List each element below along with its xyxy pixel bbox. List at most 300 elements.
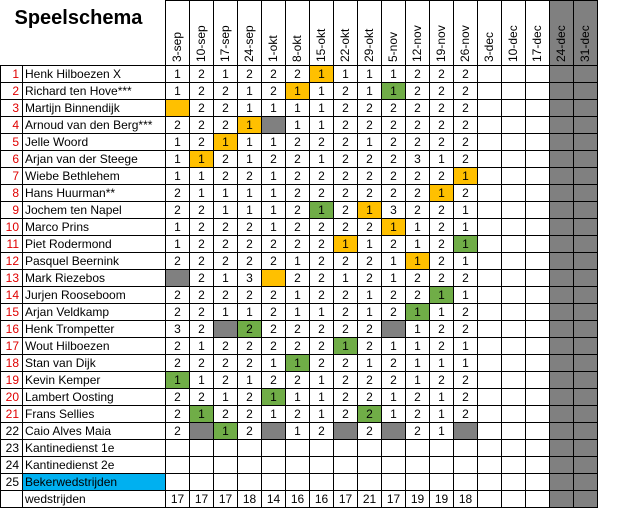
schedule-cell[interactable]: 2 bbox=[454, 405, 478, 422]
schedule-cell[interactable]: 1 bbox=[286, 99, 310, 116]
schedule-cell[interactable]: 2 bbox=[286, 337, 310, 354]
schedule-cell[interactable] bbox=[574, 269, 598, 286]
sheet-title[interactable]: Speelschema bbox=[14, 6, 143, 29]
schedule-cell[interactable]: 2 bbox=[166, 422, 190, 439]
schedule-cell[interactable]: 1 bbox=[262, 133, 286, 150]
schedule-cell[interactable] bbox=[214, 456, 238, 473]
schedule-cell[interactable] bbox=[574, 82, 598, 99]
player-name[interactable]: Lambert Oosting bbox=[23, 388, 166, 405]
schedule-cell[interactable] bbox=[550, 235, 574, 252]
schedule-cell[interactable]: 2 bbox=[190, 99, 214, 116]
schedule-cell[interactable] bbox=[550, 286, 574, 303]
player-name[interactable]: Piet Rodermond bbox=[23, 235, 166, 252]
schedule-cell[interactable] bbox=[502, 354, 526, 371]
schedule-cell[interactable] bbox=[550, 218, 574, 235]
schedule-cell[interactable]: 1 bbox=[190, 150, 214, 167]
schedule-cell[interactable]: 2 bbox=[310, 354, 334, 371]
schedule-cell[interactable]: 2 bbox=[238, 354, 262, 371]
schedule-cell[interactable] bbox=[478, 252, 502, 269]
schedule-cell[interactable]: 1 bbox=[286, 354, 310, 371]
schedule-cell[interactable]: 1 bbox=[190, 167, 214, 184]
schedule-cell[interactable] bbox=[454, 473, 478, 490]
schedule-cell[interactable] bbox=[478, 388, 502, 405]
schedule-cell[interactable]: 1 bbox=[382, 218, 406, 235]
schedule-cell[interactable] bbox=[502, 473, 526, 490]
schedule-cell[interactable] bbox=[550, 422, 574, 439]
schedule-cell[interactable]: 2 bbox=[334, 116, 358, 133]
schedule-cell[interactable]: 2 bbox=[310, 422, 334, 439]
schedule-cell[interactable] bbox=[574, 116, 598, 133]
schedule-cell[interactable]: 3 bbox=[166, 320, 190, 337]
schedule-cell[interactable]: 1 bbox=[166, 167, 190, 184]
schedule-cell[interactable] bbox=[550, 456, 574, 473]
schedule-cell[interactable]: 1 bbox=[238, 99, 262, 116]
schedule-cell[interactable]: 3 bbox=[382, 201, 406, 218]
schedule-cell[interactable]: 2 bbox=[334, 286, 358, 303]
schedule-cell[interactable]: 1 bbox=[286, 82, 310, 99]
schedule-cell[interactable]: 1 bbox=[166, 133, 190, 150]
schedule-cell[interactable] bbox=[430, 439, 454, 456]
schedule-cell[interactable]: 2 bbox=[430, 235, 454, 252]
schedule-cell[interactable]: 2 bbox=[166, 337, 190, 354]
schedule-cell[interactable]: 1 bbox=[190, 337, 214, 354]
schedule-cell[interactable] bbox=[550, 150, 574, 167]
schedule-cell[interactable]: 1 bbox=[310, 371, 334, 388]
schedule-cell[interactable]: 1 bbox=[286, 286, 310, 303]
schedule-cell[interactable]: 2 bbox=[262, 320, 286, 337]
schedule-cell[interactable]: 1 bbox=[430, 303, 454, 320]
schedule-cell[interactable] bbox=[286, 439, 310, 456]
schedule-cell[interactable]: 2 bbox=[190, 201, 214, 218]
player-name[interactable]: Bekerwedstrijden bbox=[23, 473, 166, 490]
player-name[interactable]: Marco Prins bbox=[23, 218, 166, 235]
date-header-10-sep[interactable] bbox=[190, 1, 214, 66]
schedule-cell[interactable] bbox=[382, 473, 406, 490]
schedule-cell[interactable]: 1 bbox=[214, 388, 238, 405]
schedule-cell[interactable]: 1 bbox=[238, 201, 262, 218]
schedule-cell[interactable]: 1 bbox=[454, 218, 478, 235]
schedule-cell[interactable]: 1 bbox=[430, 286, 454, 303]
schedule-cell[interactable] bbox=[502, 269, 526, 286]
schedule-cell[interactable] bbox=[502, 388, 526, 405]
date-header-15-okt[interactable] bbox=[310, 1, 334, 66]
schedule-cell[interactable]: 2 bbox=[238, 405, 262, 422]
schedule-cell[interactable]: 2 bbox=[214, 354, 238, 371]
schedule-cell[interactable] bbox=[574, 456, 598, 473]
schedule-cell[interactable]: 1 bbox=[166, 65, 190, 82]
schedule-cell[interactable]: 2 bbox=[166, 303, 190, 320]
schedule-cell[interactable] bbox=[382, 456, 406, 473]
row-number[interactable]: 1 bbox=[1, 65, 23, 82]
player-name[interactable]: Stan van Dijk bbox=[23, 354, 166, 371]
schedule-cell[interactable] bbox=[550, 82, 574, 99]
schedule-cell[interactable] bbox=[574, 303, 598, 320]
total-cell[interactable] bbox=[478, 490, 502, 507]
schedule-cell[interactable]: 1 bbox=[286, 303, 310, 320]
schedule-cell[interactable] bbox=[550, 184, 574, 201]
schedule-cell[interactable]: 2 bbox=[190, 286, 214, 303]
schedule-cell[interactable] bbox=[526, 82, 550, 99]
row-number[interactable]: 22 bbox=[1, 422, 23, 439]
schedule-cell[interactable]: 1 bbox=[382, 65, 406, 82]
schedule-cell[interactable] bbox=[478, 201, 502, 218]
schedule-cell[interactable]: 2 bbox=[310, 252, 334, 269]
schedule-cell[interactable] bbox=[574, 150, 598, 167]
schedule-cell[interactable]: 2 bbox=[286, 150, 310, 167]
schedule-cell[interactable]: 2 bbox=[358, 371, 382, 388]
schedule-cell[interactable]: 2 bbox=[310, 286, 334, 303]
totals-label[interactable]: wedstrijden bbox=[23, 490, 166, 507]
player-name[interactable]: Kevin Kemper bbox=[23, 371, 166, 388]
schedule-cell[interactable] bbox=[550, 167, 574, 184]
schedule-cell[interactable]: 2 bbox=[190, 218, 214, 235]
schedule-cell[interactable]: 2 bbox=[334, 303, 358, 320]
schedule-cell[interactable]: 2 bbox=[406, 184, 430, 201]
schedule-cell[interactable]: 2 bbox=[454, 303, 478, 320]
schedule-cell[interactable]: 1 bbox=[358, 354, 382, 371]
schedule-cell[interactable]: 2 bbox=[190, 65, 214, 82]
schedule-cell[interactable]: 2 bbox=[382, 354, 406, 371]
total-cell[interactable]: 19 bbox=[430, 490, 454, 507]
schedule-cell[interactable]: 2 bbox=[358, 218, 382, 235]
schedule-cell[interactable]: 2 bbox=[454, 82, 478, 99]
schedule-cell[interactable]: 2 bbox=[190, 82, 214, 99]
total-cell[interactable]: 17 bbox=[334, 490, 358, 507]
schedule-cell[interactable]: 1 bbox=[454, 354, 478, 371]
schedule-cell[interactable]: 2 bbox=[262, 65, 286, 82]
schedule-cell[interactable]: 1 bbox=[310, 150, 334, 167]
total-cell[interactable]: 18 bbox=[238, 490, 262, 507]
schedule-cell[interactable]: 2 bbox=[382, 286, 406, 303]
schedule-cell[interactable] bbox=[262, 116, 286, 133]
schedule-cell[interactable]: 2 bbox=[334, 354, 358, 371]
schedule-cell[interactable]: 2 bbox=[238, 65, 262, 82]
schedule-cell[interactable] bbox=[550, 473, 574, 490]
schedule-cell[interactable]: 2 bbox=[358, 388, 382, 405]
schedule-cell[interactable]: 2 bbox=[286, 235, 310, 252]
schedule-cell[interactable] bbox=[214, 320, 238, 337]
schedule-cell[interactable]: 2 bbox=[262, 150, 286, 167]
schedule-cell[interactable]: 1 bbox=[166, 150, 190, 167]
schedule-cell[interactable] bbox=[478, 269, 502, 286]
schedule-cell[interactable]: 1 bbox=[406, 354, 430, 371]
schedule-cell[interactable]: 1 bbox=[454, 201, 478, 218]
row-number[interactable]: 20 bbox=[1, 388, 23, 405]
schedule-cell[interactable]: 2 bbox=[382, 167, 406, 184]
date-header-5-nov[interactable] bbox=[382, 1, 406, 66]
schedule-cell[interactable] bbox=[478, 320, 502, 337]
schedule-cell[interactable]: 1 bbox=[454, 235, 478, 252]
schedule-cell[interactable]: 2 bbox=[190, 235, 214, 252]
schedule-cell[interactable] bbox=[502, 405, 526, 422]
row-number[interactable]: 19 bbox=[1, 371, 23, 388]
schedule-cell[interactable]: 1 bbox=[214, 184, 238, 201]
schedule-cell[interactable]: 2 bbox=[262, 303, 286, 320]
schedule-cell[interactable]: 2 bbox=[406, 201, 430, 218]
schedule-cell[interactable]: 1 bbox=[286, 422, 310, 439]
schedule-cell[interactable] bbox=[526, 354, 550, 371]
schedule-cell[interactable]: 1 bbox=[310, 65, 334, 82]
schedule-cell[interactable]: 2 bbox=[166, 252, 190, 269]
schedule-cell[interactable]: 2 bbox=[214, 167, 238, 184]
schedule-cell[interactable] bbox=[262, 439, 286, 456]
schedule-cell[interactable]: 2 bbox=[238, 320, 262, 337]
schedule-cell[interactable] bbox=[358, 439, 382, 456]
schedule-cell[interactable] bbox=[478, 337, 502, 354]
schedule-cell[interactable] bbox=[238, 456, 262, 473]
schedule-cell[interactable]: 1 bbox=[286, 252, 310, 269]
schedule-cell[interactable]: 1 bbox=[166, 371, 190, 388]
schedule-cell[interactable] bbox=[478, 439, 502, 456]
player-name[interactable]: Mark Riezebos bbox=[23, 269, 166, 286]
schedule-cell[interactable]: 2 bbox=[214, 235, 238, 252]
schedule-cell[interactable] bbox=[166, 456, 190, 473]
schedule-cell[interactable] bbox=[574, 473, 598, 490]
schedule-cell[interactable]: 1 bbox=[262, 218, 286, 235]
schedule-cell[interactable] bbox=[526, 456, 550, 473]
schedule-cell[interactable] bbox=[502, 218, 526, 235]
schedule-cell[interactable]: 2 bbox=[190, 133, 214, 150]
schedule-cell[interactable]: 1 bbox=[310, 405, 334, 422]
schedule-cell[interactable]: 2 bbox=[238, 286, 262, 303]
schedule-cell[interactable]: 2 bbox=[262, 286, 286, 303]
schedule-cell[interactable]: 1 bbox=[166, 82, 190, 99]
schedule-cell[interactable]: 1 bbox=[238, 150, 262, 167]
schedule-cell[interactable] bbox=[502, 286, 526, 303]
schedule-cell[interactable]: 1 bbox=[214, 303, 238, 320]
schedule-cell[interactable] bbox=[478, 167, 502, 184]
schedule-cell[interactable]: 2 bbox=[262, 371, 286, 388]
date-header-31-dec[interactable] bbox=[574, 1, 598, 66]
total-cell[interactable]: 18 bbox=[454, 490, 478, 507]
schedule-cell[interactable] bbox=[190, 473, 214, 490]
row-number[interactable]: 10 bbox=[1, 218, 23, 235]
schedule-cell[interactable] bbox=[454, 439, 478, 456]
schedule-cell[interactable] bbox=[574, 133, 598, 150]
player-name[interactable]: Jochem ten Napel bbox=[23, 201, 166, 218]
schedule-cell[interactable] bbox=[478, 133, 502, 150]
schedule-cell[interactable]: 2 bbox=[310, 184, 334, 201]
schedule-cell[interactable] bbox=[574, 252, 598, 269]
schedule-cell[interactable] bbox=[478, 184, 502, 201]
schedule-cell[interactable] bbox=[430, 473, 454, 490]
date-header-17-dec[interactable] bbox=[526, 1, 550, 66]
schedule-cell[interactable]: 1 bbox=[406, 337, 430, 354]
schedule-cell[interactable]: 2 bbox=[166, 201, 190, 218]
schedule-cell[interactable]: 2 bbox=[262, 235, 286, 252]
schedule-cell[interactable]: 2 bbox=[334, 184, 358, 201]
schedule-cell[interactable]: 2 bbox=[166, 286, 190, 303]
schedule-cell[interactable] bbox=[550, 133, 574, 150]
row-number[interactable]: 12 bbox=[1, 252, 23, 269]
schedule-cell[interactable] bbox=[550, 405, 574, 422]
schedule-cell[interactable]: 1 bbox=[286, 388, 310, 405]
schedule-cell[interactable]: 2 bbox=[214, 99, 238, 116]
schedule-cell[interactable] bbox=[502, 116, 526, 133]
schedule-cell[interactable]: 2 bbox=[358, 422, 382, 439]
schedule-cell[interactable]: 2 bbox=[286, 269, 310, 286]
row-number[interactable]: 17 bbox=[1, 337, 23, 354]
player-name[interactable]: Arnoud van den Berg*** bbox=[23, 116, 166, 133]
schedule-cell[interactable]: 2 bbox=[406, 405, 430, 422]
schedule-cell[interactable]: 2 bbox=[358, 269, 382, 286]
schedule-cell[interactable]: 1 bbox=[286, 116, 310, 133]
schedule-cell[interactable] bbox=[526, 201, 550, 218]
schedule-cell[interactable] bbox=[502, 439, 526, 456]
schedule-cell[interactable] bbox=[550, 65, 574, 82]
schedule-cell[interactable]: 2 bbox=[334, 320, 358, 337]
schedule-cell[interactable] bbox=[478, 456, 502, 473]
schedule-cell[interactable]: 2 bbox=[286, 167, 310, 184]
schedule-cell[interactable] bbox=[478, 116, 502, 133]
schedule-cell[interactable]: 2 bbox=[406, 388, 430, 405]
schedule-cell[interactable] bbox=[502, 422, 526, 439]
row-number[interactable]: 14 bbox=[1, 286, 23, 303]
schedule-cell[interactable]: 2 bbox=[382, 235, 406, 252]
schedule-cell[interactable] bbox=[550, 354, 574, 371]
schedule-cell[interactable] bbox=[574, 371, 598, 388]
schedule-cell[interactable]: 2 bbox=[238, 422, 262, 439]
row-number[interactable]: 18 bbox=[1, 354, 23, 371]
player-name[interactable]: Richard ten Hove*** bbox=[23, 82, 166, 99]
schedule-cell[interactable]: 2 bbox=[358, 252, 382, 269]
schedule-cell[interactable] bbox=[502, 320, 526, 337]
schedule-cell[interactable]: 1 bbox=[310, 82, 334, 99]
date-header-10-dec[interactable] bbox=[502, 1, 526, 66]
schedule-cell[interactable] bbox=[574, 201, 598, 218]
schedule-cell[interactable] bbox=[406, 473, 430, 490]
player-name[interactable]: Jelle Woord bbox=[23, 133, 166, 150]
schedule-cell[interactable] bbox=[502, 167, 526, 184]
schedule-cell[interactable]: 2 bbox=[430, 337, 454, 354]
schedule-cell[interactable]: 2 bbox=[310, 269, 334, 286]
schedule-cell[interactable]: 2 bbox=[358, 116, 382, 133]
schedule-cell[interactable] bbox=[262, 422, 286, 439]
schedule-cell[interactable]: 2 bbox=[334, 218, 358, 235]
total-cell[interactable]: 17 bbox=[214, 490, 238, 507]
schedule-cell[interactable]: 1 bbox=[358, 133, 382, 150]
schedule-cell[interactable]: 2 bbox=[286, 218, 310, 235]
schedule-cell[interactable]: 2 bbox=[238, 388, 262, 405]
schedule-cell[interactable]: 1 bbox=[262, 354, 286, 371]
schedule-cell[interactable] bbox=[526, 218, 550, 235]
schedule-cell[interactable]: 1 bbox=[334, 269, 358, 286]
schedule-cell[interactable]: 2 bbox=[286, 371, 310, 388]
schedule-cell[interactable]: 2 bbox=[166, 388, 190, 405]
schedule-cell[interactable]: 1 bbox=[310, 201, 334, 218]
schedule-cell[interactable] bbox=[190, 422, 214, 439]
schedule-cell[interactable]: 2 bbox=[334, 388, 358, 405]
schedule-cell[interactable]: 2 bbox=[382, 303, 406, 320]
row-number[interactable]: 3 bbox=[1, 99, 23, 116]
schedule-cell[interactable] bbox=[574, 388, 598, 405]
row-number[interactable]: 6 bbox=[1, 150, 23, 167]
schedule-cell[interactable]: 2 bbox=[430, 371, 454, 388]
schedule-cell[interactable] bbox=[550, 99, 574, 116]
row-number[interactable]: 23 bbox=[1, 439, 23, 456]
schedule-cell[interactable]: 2 bbox=[358, 167, 382, 184]
schedule-cell[interactable]: 2 bbox=[430, 252, 454, 269]
schedule-cell[interactable] bbox=[334, 456, 358, 473]
schedule-cell[interactable]: 2 bbox=[382, 371, 406, 388]
schedule-cell[interactable]: 2 bbox=[214, 150, 238, 167]
schedule-cell[interactable] bbox=[166, 439, 190, 456]
schedule-cell[interactable]: 2 bbox=[406, 133, 430, 150]
schedule-cell[interactable]: 2 bbox=[406, 269, 430, 286]
row-number[interactable]: 21 bbox=[1, 405, 23, 422]
player-name[interactable]: Kantinedienst 2e bbox=[23, 456, 166, 473]
schedule-cell[interactable]: 1 bbox=[238, 116, 262, 133]
schedule-cell[interactable]: 1 bbox=[262, 201, 286, 218]
schedule-cell[interactable]: 2 bbox=[262, 337, 286, 354]
schedule-cell[interactable]: 2 bbox=[310, 218, 334, 235]
schedule-cell[interactable]: 1 bbox=[382, 82, 406, 99]
player-name[interactable]: Frans Sellies bbox=[23, 405, 166, 422]
schedule-cell[interactable]: 2 bbox=[406, 116, 430, 133]
schedule-cell[interactable] bbox=[334, 439, 358, 456]
total-cell[interactable]: 17 bbox=[190, 490, 214, 507]
schedule-cell[interactable]: 2 bbox=[190, 269, 214, 286]
schedule-cell[interactable]: 2 bbox=[430, 218, 454, 235]
schedule-cell[interactable]: 1 bbox=[262, 184, 286, 201]
date-header-22-okt[interactable] bbox=[334, 1, 358, 66]
schedule-cell[interactable]: 2 bbox=[238, 167, 262, 184]
schedule-cell[interactable] bbox=[310, 439, 334, 456]
schedule-cell[interactable] bbox=[502, 235, 526, 252]
date-header-3-dec[interactable] bbox=[478, 1, 502, 66]
schedule-cell[interactable] bbox=[502, 82, 526, 99]
schedule-cell[interactable] bbox=[478, 218, 502, 235]
schedule-cell[interactable]: 1 bbox=[358, 286, 382, 303]
schedule-cell[interactable]: 2 bbox=[238, 218, 262, 235]
schedule-cell[interactable]: 1 bbox=[382, 252, 406, 269]
row-number[interactable]: 25 bbox=[1, 473, 23, 490]
schedule-cell[interactable]: 1 bbox=[334, 65, 358, 82]
schedule-cell[interactable] bbox=[574, 167, 598, 184]
schedule-cell[interactable] bbox=[382, 439, 406, 456]
schedule-cell[interactable]: 1 bbox=[166, 235, 190, 252]
schedule-cell[interactable]: 1 bbox=[238, 82, 262, 99]
schedule-cell[interactable]: 1 bbox=[238, 303, 262, 320]
schedule-cell[interactable] bbox=[550, 337, 574, 354]
schedule-cell[interactable]: 2 bbox=[454, 388, 478, 405]
schedule-cell[interactable]: 1 bbox=[382, 269, 406, 286]
date-header-24-dec[interactable] bbox=[550, 1, 574, 66]
schedule-cell[interactable]: 1 bbox=[166, 218, 190, 235]
schedule-cell[interactable]: 2 bbox=[382, 133, 406, 150]
schedule-cell[interactable]: 2 bbox=[406, 82, 430, 99]
schedule-cell[interactable] bbox=[454, 456, 478, 473]
schedule-cell[interactable] bbox=[262, 456, 286, 473]
schedule-cell[interactable] bbox=[358, 456, 382, 473]
row-number[interactable]: 11 bbox=[1, 235, 23, 252]
schedule-cell[interactable]: 1 bbox=[190, 405, 214, 422]
schedule-cell[interactable] bbox=[526, 337, 550, 354]
player-name[interactable]: Arjan van der Steege bbox=[23, 150, 166, 167]
schedule-cell[interactable] bbox=[526, 99, 550, 116]
schedule-cell[interactable] bbox=[526, 269, 550, 286]
schedule-cell[interactable] bbox=[334, 473, 358, 490]
schedule-cell[interactable]: 2 bbox=[286, 405, 310, 422]
player-name[interactable]: Martijn Binnendijk bbox=[23, 99, 166, 116]
schedule-cell[interactable] bbox=[526, 388, 550, 405]
schedule-cell[interactable] bbox=[214, 473, 238, 490]
schedule-cell[interactable]: 2 bbox=[430, 116, 454, 133]
schedule-cell[interactable]: 2 bbox=[334, 201, 358, 218]
schedule-cell[interactable]: 1 bbox=[214, 269, 238, 286]
schedule-cell[interactable]: 2 bbox=[190, 388, 214, 405]
player-name[interactable]: Wiebe Bethlehem bbox=[23, 167, 166, 184]
